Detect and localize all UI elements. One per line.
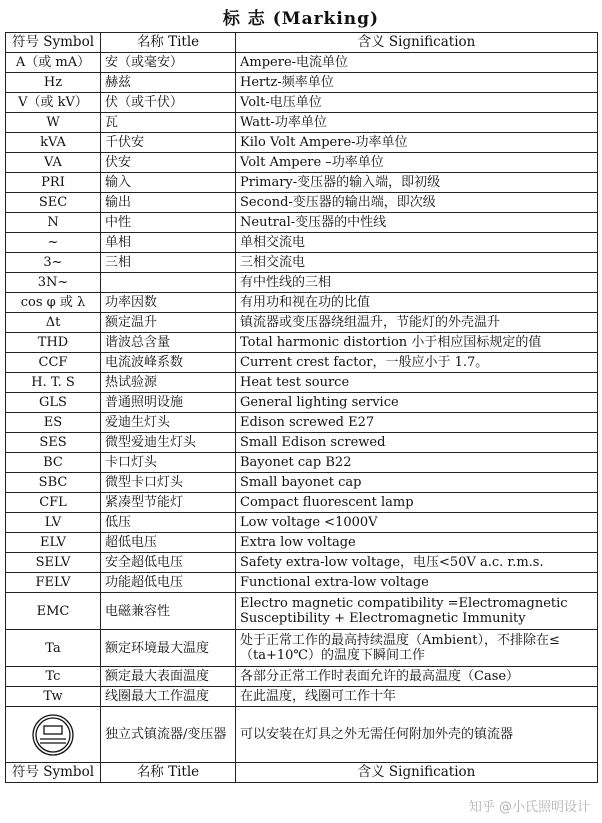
cell-name: 伏（或千伏） bbox=[101, 93, 236, 113]
cell-symbol: kVA bbox=[6, 133, 101, 153]
cell-name: 微型卡口灯头 bbox=[101, 473, 236, 493]
cell-signification: Safety extra-low voltage，电压<50V a.c. r.m.s. bbox=[236, 553, 598, 573]
table-row bbox=[6, 353, 598, 373]
page-title: 标 志 (Marking) bbox=[222, 9, 380, 29]
cell-symbol: BC bbox=[6, 453, 101, 473]
cell-symbol: H. T. S bbox=[6, 373, 101, 393]
table-row bbox=[6, 493, 598, 513]
cell-symbol: THD bbox=[6, 333, 101, 353]
cell-signification: Heat test source bbox=[236, 373, 598, 393]
cell-signification: Small Edison screwed bbox=[236, 433, 598, 453]
table-row bbox=[6, 113, 598, 133]
table-row bbox=[6, 233, 598, 253]
cell-name: 微型爱迪生灯头 bbox=[101, 433, 236, 453]
cell-symbol: VA bbox=[6, 153, 101, 173]
cell-symbol: Ta bbox=[6, 630, 101, 667]
table-row bbox=[6, 313, 598, 333]
cell-symbol: CCF bbox=[6, 353, 101, 373]
cell-signification: Volt Ampere –功率单位 bbox=[236, 153, 598, 173]
table-row bbox=[6, 553, 598, 573]
cell-symbol: Δt bbox=[6, 313, 101, 333]
table-row bbox=[6, 173, 598, 193]
cell-symbol: N bbox=[6, 213, 101, 233]
cell-signification: Ampere-电流单位 bbox=[236, 53, 598, 73]
table-row bbox=[6, 413, 598, 433]
cell-name: 卡口灯头 bbox=[101, 453, 236, 473]
cell-name: 输入 bbox=[101, 173, 236, 193]
cell-name: 电流波峰系数 bbox=[101, 353, 236, 373]
table-row bbox=[6, 667, 598, 687]
table-row bbox=[6, 533, 598, 553]
cell-name: 电磁兼容性 bbox=[101, 593, 236, 630]
cell-symbol: EMC bbox=[6, 593, 101, 630]
cell-symbol: Tc bbox=[6, 667, 101, 687]
cell-symbol: Tw bbox=[6, 687, 101, 707]
footer-signification: 含义 Signification bbox=[236, 763, 598, 783]
table-row bbox=[6, 453, 598, 473]
cell-symbol: 3N~ bbox=[6, 273, 101, 293]
table-row bbox=[6, 193, 598, 213]
cell-signification: Kilo Volt Ampere-功率单位 bbox=[236, 133, 598, 153]
cell-symbol: 3~ bbox=[6, 253, 101, 273]
cell-name: 瓦 bbox=[101, 113, 236, 133]
cell-name: 紧凑型节能灯 bbox=[101, 493, 236, 513]
cell-signification: 可以安装在灯具之外无需任何附加外壳的镇流器 bbox=[236, 707, 598, 763]
cell-symbol: FELV bbox=[6, 573, 101, 593]
cell-signification: 单相交流电 bbox=[236, 233, 598, 253]
cell-name: 独立式镇流器/变压器 bbox=[101, 707, 236, 763]
cell-name: 谐波总含量 bbox=[101, 333, 236, 353]
cell-name: 额定温升 bbox=[101, 313, 236, 333]
cell-signification: Compact fluorescent lamp bbox=[236, 493, 598, 513]
cell-signification: Volt-电压单位 bbox=[236, 93, 598, 113]
cell-signification: Hertz-频率单位 bbox=[236, 73, 598, 93]
cell-symbol: LV bbox=[6, 513, 101, 533]
cell-signification: 有中性线的三相 bbox=[236, 273, 598, 293]
table-row bbox=[6, 630, 598, 667]
cell-signification: Watt-功率单位 bbox=[236, 113, 598, 133]
cell-symbol: SBC bbox=[6, 473, 101, 493]
cell-signification: Electro magnetic compatibility =Electromagnetic Susceptibility + Electromagnetic Immunity bbox=[236, 593, 598, 630]
cell-symbol: A（或 mA） bbox=[6, 53, 101, 73]
watermark: 知乎 @小氏照明设计 bbox=[468, 800, 590, 815]
cell-signification: General lighting service bbox=[236, 393, 598, 413]
table-row bbox=[6, 573, 598, 593]
cell-signification: Current crest factor，一般应小于 1.7。 bbox=[236, 353, 598, 373]
cell-symbol: PRI bbox=[6, 173, 101, 193]
cell-name: 安全超低电压 bbox=[101, 553, 236, 573]
table-row bbox=[6, 707, 598, 763]
cell-signification: Total harmonic distortion 小于相应国标规定的值 bbox=[236, 333, 598, 353]
cell-signification: Functional extra-low voltage bbox=[236, 573, 598, 593]
table-row bbox=[6, 433, 598, 453]
table-row bbox=[6, 333, 598, 353]
cell-signification: Edison screwed E27 bbox=[236, 413, 598, 433]
table-row bbox=[6, 153, 598, 173]
cell-signification: Low voltage <1000V bbox=[236, 513, 598, 533]
cell-name: 额定环境最大温度 bbox=[101, 630, 236, 667]
cell-name: 三相 bbox=[101, 253, 236, 273]
cell-name: 伏安 bbox=[101, 153, 236, 173]
cell-signification: Extra low voltage bbox=[236, 533, 598, 553]
cell-symbol: SELV bbox=[6, 553, 101, 573]
table-row bbox=[6, 213, 598, 233]
cell-symbol: ES bbox=[6, 413, 101, 433]
marking-table bbox=[5, 32, 598, 783]
cell-name: 超低电压 bbox=[101, 533, 236, 553]
table-row bbox=[6, 73, 598, 93]
cell-symbol bbox=[6, 707, 101, 763]
cell-name: 线圈最大工作温度 bbox=[101, 687, 236, 707]
cell-symbol: SES bbox=[6, 433, 101, 453]
table-footer-row bbox=[6, 763, 598, 783]
cell-name: 千伏安 bbox=[101, 133, 236, 153]
cell-signification: 镇流器或变压器绕组温升，节能灯的外壳温升 bbox=[236, 313, 598, 333]
table-row bbox=[6, 393, 598, 413]
cell-symbol: GLS bbox=[6, 393, 101, 413]
table-row bbox=[6, 133, 598, 153]
cell-name: 输出 bbox=[101, 193, 236, 213]
cell-symbol: SEC bbox=[6, 193, 101, 213]
cell-signification: 有用功和视在功的比值 bbox=[236, 293, 598, 313]
table-row bbox=[6, 473, 598, 493]
cell-signification: 三相交流电 bbox=[236, 253, 598, 273]
table-header-row bbox=[6, 33, 598, 53]
header-symbol: 符号 Symbol bbox=[6, 33, 101, 53]
header-signification: 含义 Signification bbox=[236, 33, 598, 53]
table-row bbox=[6, 687, 598, 707]
table-row bbox=[6, 273, 598, 293]
header-name: 名称 Title bbox=[101, 33, 236, 53]
table-row bbox=[6, 513, 598, 533]
cell-name: 中性 bbox=[101, 213, 236, 233]
cell-signification: 各部分正常工作时表面允许的最高温度（Case） bbox=[236, 667, 598, 687]
table-row bbox=[6, 593, 598, 630]
cell-name: 普通照明设施 bbox=[101, 393, 236, 413]
cell-name: 单相 bbox=[101, 233, 236, 253]
cell-signification: 处于正常工作的最高持续温度（Ambient），不排除在≤（ta+10℃）的温度下瞬间工作 bbox=[236, 630, 598, 667]
cell-signification: Bayonet cap B22 bbox=[236, 453, 598, 473]
cell-name: 功率因数 bbox=[101, 293, 236, 313]
cell-name bbox=[101, 273, 236, 293]
cell-signification: Neutral-变压器的中性线 bbox=[236, 213, 598, 233]
cell-signification: 在此温度，线圈可工作十年 bbox=[236, 687, 598, 707]
cell-signification: Small bayonet cap bbox=[236, 473, 598, 493]
cell-name: 赫兹 bbox=[101, 73, 236, 93]
cell-name: 低压 bbox=[101, 513, 236, 533]
footer-name: 名称 Title bbox=[101, 763, 236, 783]
cell-symbol: ELV bbox=[6, 533, 101, 553]
table-row bbox=[6, 53, 598, 73]
cell-name: 额定最大表面温度 bbox=[101, 667, 236, 687]
cell-symbol: Hz bbox=[6, 73, 101, 93]
cell-symbol: W bbox=[6, 113, 101, 133]
independent-ballast-icon bbox=[30, 712, 76, 758]
cell-symbol: cos φ 或 λ bbox=[6, 293, 101, 313]
cell-symbol: CFL bbox=[6, 493, 101, 513]
table-row bbox=[6, 373, 598, 393]
cell-symbol: ~ bbox=[6, 233, 101, 253]
table-row bbox=[6, 93, 598, 113]
cell-name: 功能超低电压 bbox=[101, 573, 236, 593]
cell-name: 安（或毫安） bbox=[101, 53, 236, 73]
table-row bbox=[6, 253, 598, 273]
footer-symbol: 符号 Symbol bbox=[6, 763, 101, 783]
cell-symbol: V（或 kV） bbox=[6, 93, 101, 113]
cell-signification: Second-变压器的输出端，即次级 bbox=[236, 193, 598, 213]
cell-name: 爱迪生灯头 bbox=[101, 413, 236, 433]
cell-signification: Primary-变压器的输入端，即初级 bbox=[236, 173, 598, 193]
cell-name: 热试验源 bbox=[101, 373, 236, 393]
table-row bbox=[6, 293, 598, 313]
